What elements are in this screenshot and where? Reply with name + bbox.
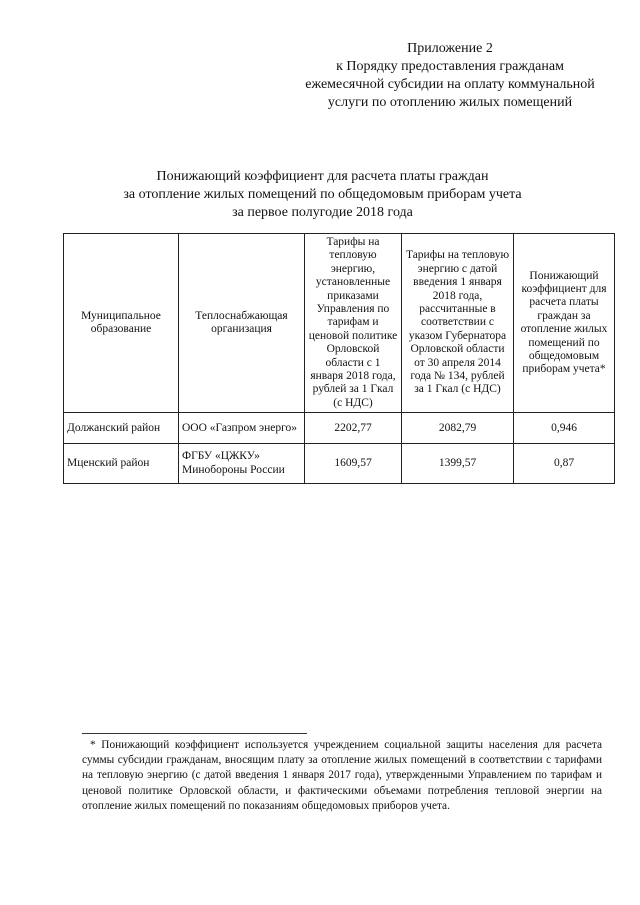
header-tariff-calculated: Тарифы на тепловую энергию с датой введения 1 января 2018 года, рассчитанные в соответствии с указом Губернатора Орловской области от 30 апреля 2014 года № 134, рублей за 1 Гкал (с НДС)	[402, 234, 514, 413]
header-organization: Теплоснабжающая организация	[179, 234, 305, 413]
cell-municipality: Должанский район	[64, 413, 179, 444]
header-tariff-established: Тарифы на тепловую энергию, установленные приказами Управления по тарифам и ценовой политике Орловской области с 1 января 2018 года, рублей за 1 Гкал (с НДС)	[305, 234, 402, 413]
document-title	[80, 168, 565, 222]
cell-tariff-established: 1609,57	[305, 444, 402, 484]
cell-coefficient: 0,946	[514, 413, 615, 444]
appendix-line: ежемесячной субсидии на оплату коммунальной	[305, 77, 595, 92]
header-municipality: Муниципальное образование	[64, 234, 179, 413]
cell-organization: ООО «Газпром энерго»	[179, 413, 305, 444]
cell-tariff-established: 2202,77	[305, 413, 402, 444]
cell-organization: ФГБУ «ЦЖКУ» Минобороны России	[179, 444, 305, 484]
cell-coefficient: 0,87	[514, 444, 615, 484]
appendix-header	[300, 40, 600, 112]
cell-municipality: Мценский район	[64, 444, 179, 484]
title-line: за первое полугодие 2018 года	[232, 205, 413, 220]
header-coefficient: Понижающий коэффициент для расчета платы граждан за отопление жилых помещений по общедомовым приборам учета*	[514, 234, 615, 413]
table-row	[64, 413, 615, 444]
cell-tariff-calculated: 1399,57	[402, 444, 514, 484]
table-row	[64, 444, 615, 484]
appendix-line: Приложение 2	[407, 41, 493, 56]
appendix-line: к Порядку предоставления гражданам	[336, 59, 564, 74]
coefficient-table	[63, 233, 615, 484]
title-line: за отопление жилых помещений по общедомовым приборам учета	[123, 187, 522, 202]
appendix-line: услуги по отоплению жилых помещений	[327, 95, 573, 110]
title-line: Понижающий коэффициент для расчета платы граждан	[156, 169, 489, 184]
footnote: * Понижающий коэффициент используется учреждением социальной защиты населения для расчета суммы субсидии гражданам, вносящим плату за отопление жилых помещений в соответствии с тарифами на тепловую энергию (с датой введения 1 января 2017 года), утвержденными Управлением по тарифам и ценовой политике Орловской области, и фактическими объемами потребления тепловой энергии на отопление жилых помещений по показаниям общедомовых приборов учета.	[82, 739, 602, 812]
footnote-divider	[82, 733, 307, 734]
cell-tariff-calculated: 2082,79	[402, 413, 514, 444]
table-header-row	[64, 234, 615, 413]
